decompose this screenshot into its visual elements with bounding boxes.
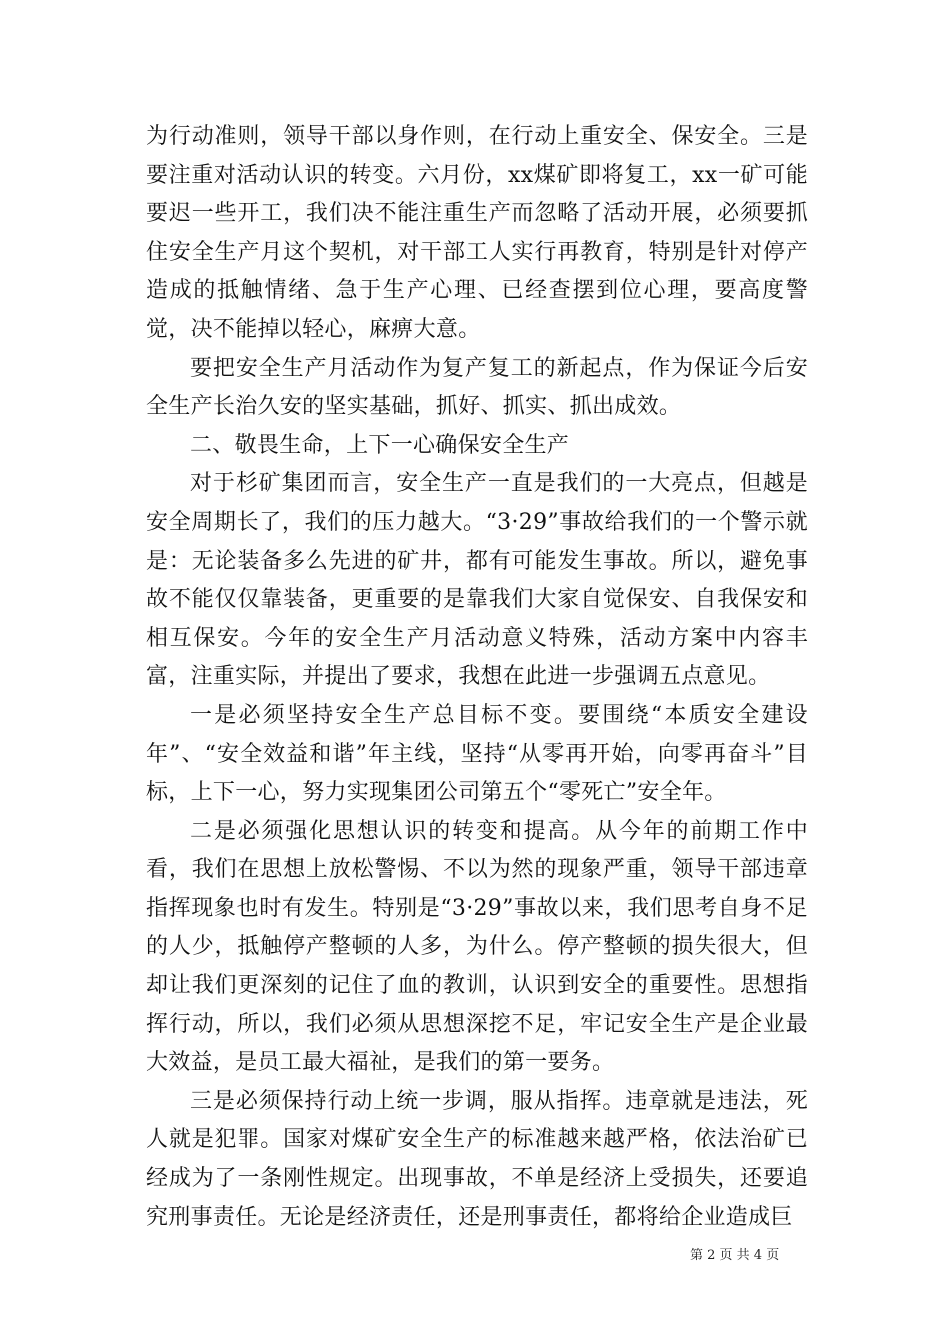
- paragraph-1: 为行动准则，领导干部以身作则，在行动上重安全、保安全。三是要注重对活动认识的转变。六月份，xx煤矿即将复工，xx一矿可能要迟一些开工，我们决不能注重生产而忽略了活动开展，必须要抓住安全生产月这个契机，对干部工人实行再教育，特别是针对停产造成的抵触情绪、急于生产心理、已经查摆到位心理，要高度警觉，决不能掉以轻心，麻痹大意。: [146, 124, 808, 342]
- page-number: 第 2 页 共 4 页: [690, 1248, 780, 1263]
- paragraph-5: 一是必须坚持安全生产总目标不变。要围绕“本质安全建设年”、“安全效益和谐”年主线，坚持“从零再开始，向零再奋斗”目标，上下一心，努力实现集团公司第五个“零死亡”安全年。: [146, 702, 808, 806]
- paragraph-6: 二是必须强化思想认识的转变和提高。从今年的前期工作中看，我们在思想上放松警惕、不以为然的现象严重，领导干部违章指挥现象也时有发生。特别是“3·29”事故以来，我们思考自身不足的人少，抵触停产整顿的人多，为什么。停产整顿的损失很大，但却让我们更深刻的记住了血的教训，认识到安全的重要性。思想指挥行动，所以，我们必须从思想深挖不足，牢记安全生产是企业最大效益，是员工最大福祉，是我们的第一要务。: [146, 818, 808, 1076]
- document-body: [146, 118, 808, 1237]
- paragraph-2: 要把安全生产月活动作为复产复工的新起点，作为保证今后安全生产长治久安的坚实基础，抓好、抓实、抓出成效。: [146, 355, 808, 420]
- paragraph-7: 三是必须保持行动上统一步调，服从指挥。违章就是违法，死人就是犯罪。国家对煤矿安全生产的标准越来越严格，依法治矿已经成为了一条刚性规定。出现事故，不单是经济上受损失，还要追究刑事责任。无论是经济责任，还是刑事责任，都将给企业造成巨: [146, 1088, 808, 1230]
- paragraph-4: 对于杉矿集团而言，安全生产一直是我们的一大亮点，但越是安全周期长了，我们的压力越大。“3·29”事故给我们的一个警示就是：无论装备多么先进的矿井，都有可能发生事故。所以，避免事故不能仅仅靠装备，更重要的是靠我们大家自觉保安、自我保安和相互保安。今年的安全生产月活动意义特殊，活动方案中内容丰富，注重实际，并提出了要求，我想在此进一步强调五点意见。: [146, 471, 808, 690]
- section-heading: 二、敬畏生命，上下一心确保安全生产: [190, 432, 570, 458]
